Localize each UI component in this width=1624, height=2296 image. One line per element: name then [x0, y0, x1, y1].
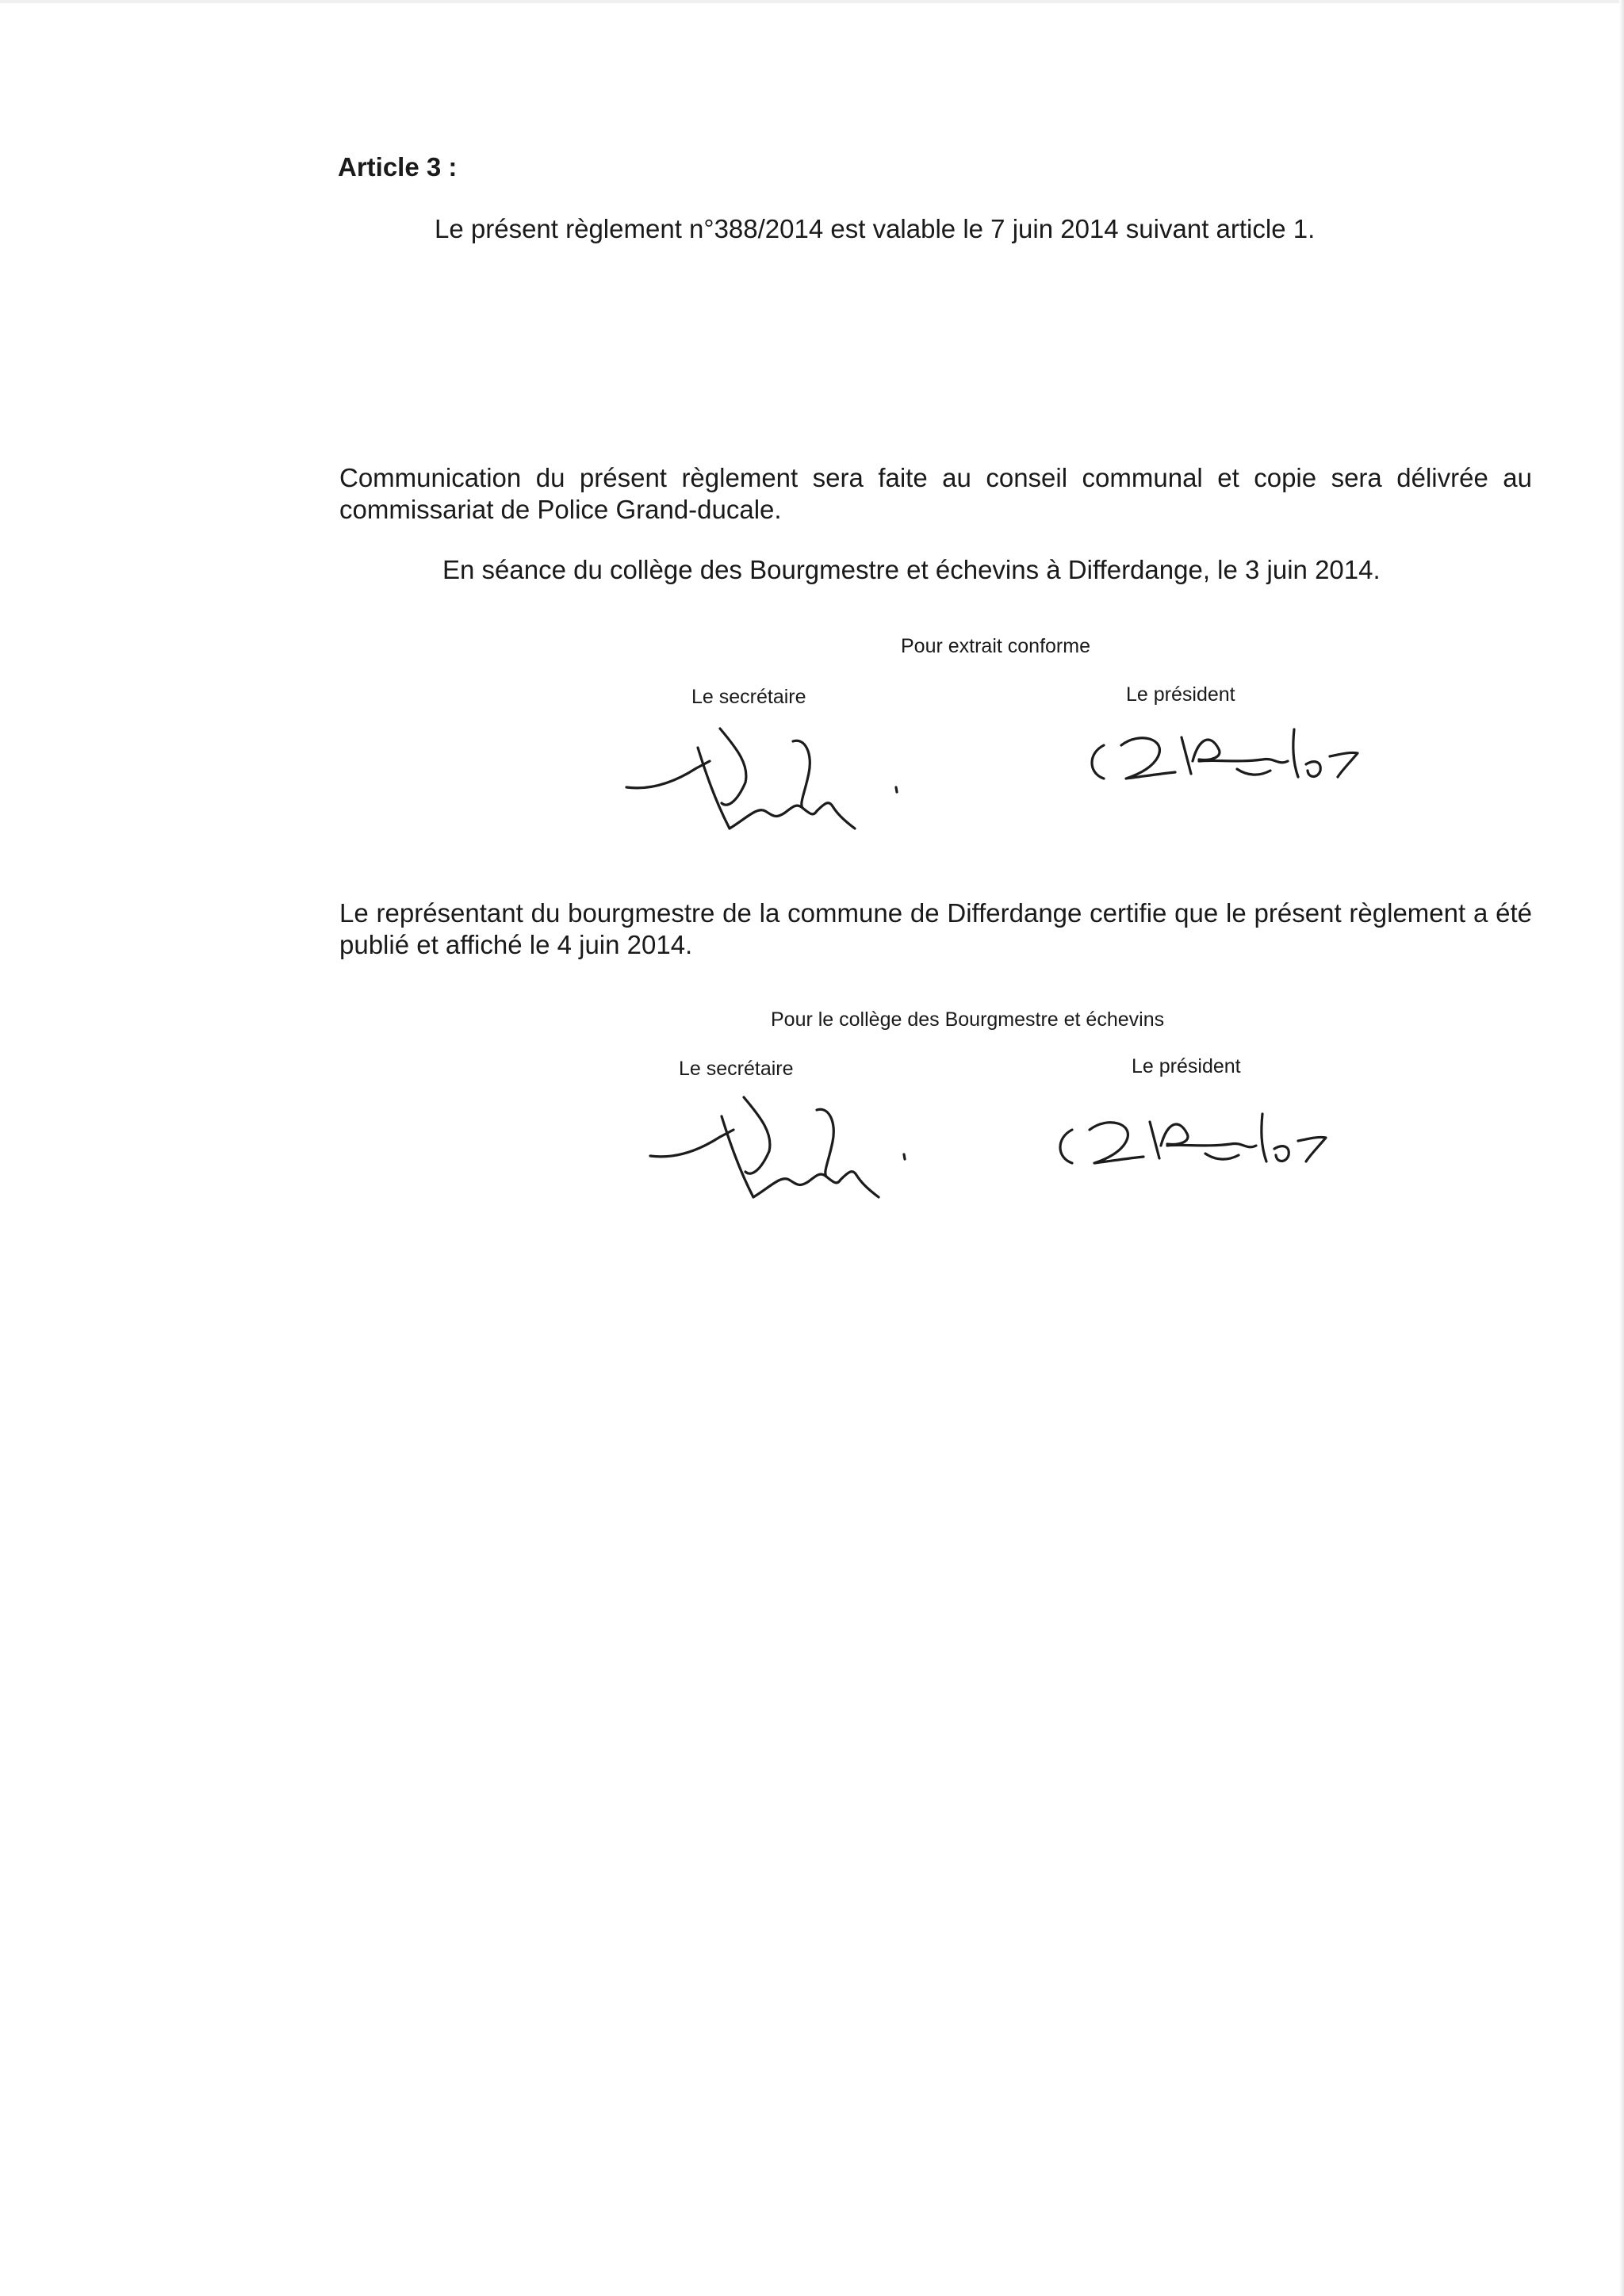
signature-block-1-secretary-label: Le secrétaire [691, 686, 806, 708]
scan-edge-top [0, 0, 1624, 3]
signature-block-1-header: Pour extrait conforme [901, 635, 1090, 657]
secretary-signature-2 [642, 1086, 928, 1205]
president-signature-1 [1080, 714, 1381, 801]
signature-block-2-secretary-label: Le secrétaire [679, 1058, 794, 1080]
article-heading: Article 3 : [338, 152, 458, 182]
president-signature-2 [1048, 1098, 1350, 1185]
scan-edge-right [1619, 0, 1624, 2296]
article-text: Le présent règlement n°388/2014 est valable le 7 juin 2014 suivant article 1. [435, 214, 1316, 243]
communication-paragraph: Communication du présent règlement sera faite au conseil communal et copie sera délivrée au commissariat de Police Grand-ducale. [339, 463, 1532, 524]
seance-line: En séance du collège des Bourgmestre et échevins à Differdange, le 3 juin 2014. [442, 555, 1381, 584]
signature-block-1-president-label: Le président [1126, 683, 1235, 706]
certification-paragraph: Le représentant du bourgmestre de la commune de Differdange certifie que le présent règlement a été publié et affiché le 4 juin 2014. [339, 898, 1532, 959]
secretary-signature-1 [619, 718, 904, 836]
signature-block-2-header: Pour le collège des Bourgmestre et échevins [771, 1008, 1165, 1031]
signature-block-2-president-label: Le président [1132, 1055, 1241, 1077]
